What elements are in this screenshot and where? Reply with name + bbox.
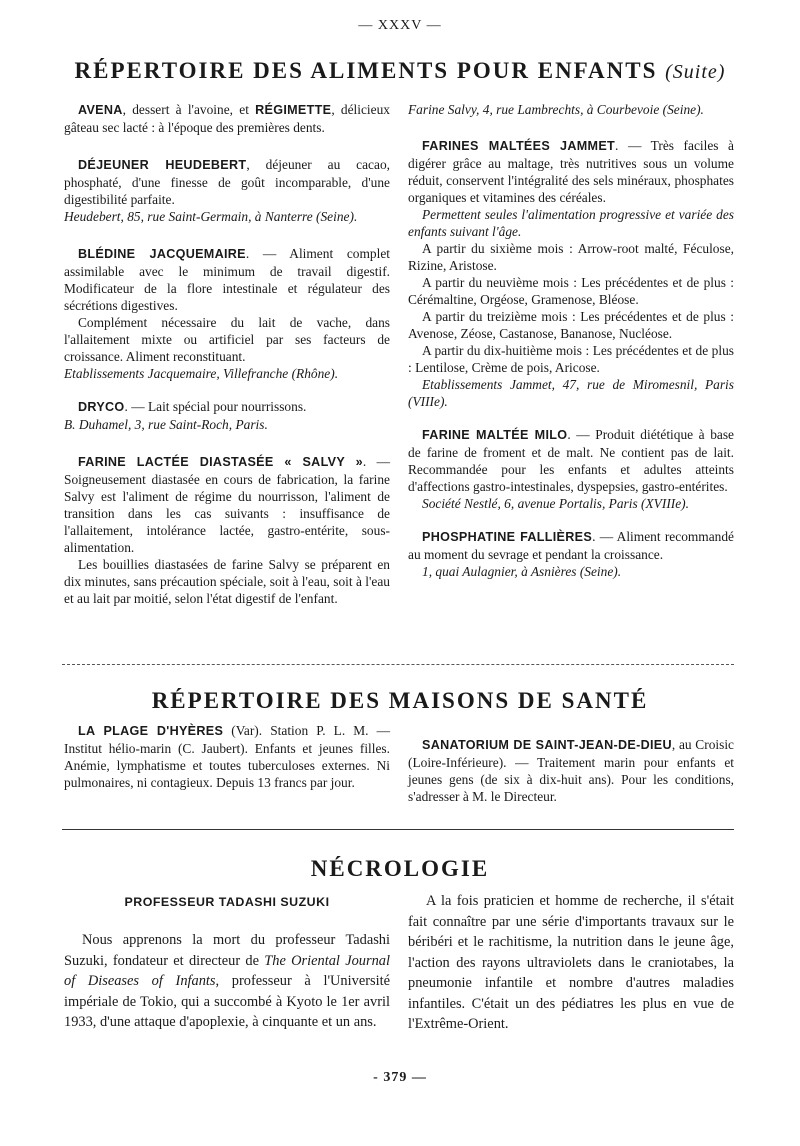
- entry-head: DÉJEUNER HEUDEBERT: [78, 158, 247, 172]
- maisons-left-column: [64, 722, 390, 791]
- page-header: — XXXV —: [358, 18, 442, 33]
- entry-plage-hyeres: [64, 722, 390, 791]
- entry-paragraph: Les bouillies diastasées de farine Salvy se préparent en dix minutes, sans précaution spéciale, soit à l'eau, soit à l'eau et au lait par moitié, selon l'état digestif de l'enfant.: [64, 557, 390, 606]
- entry-salvy: [64, 453, 390, 607]
- entry-paragraph: A partir du sixième mois : Arrow-root malté, Féculose, Rizine, Aristose.: [408, 241, 734, 273]
- section-divider: [62, 664, 734, 665]
- maisons-right-column: [408, 736, 734, 805]
- obituary-text: A la fois praticien et homme de recherche, il s'était fait connaître par une série d'importants travaux sur le béribéri et le rachitisme, la nutrition dans le jeune âge, l'action des rayons ultraviolets dans le craniotabes, la pneumonie infantile et nombre d'autres maladies infantiles. C'était un des pédiatres les plus en vue de l'Extrême-Orient.: [408, 893, 734, 1032]
- entry-text: , au Croisic (Loire-Inférieure). — Traitement marin pour enfants et jeunes gens (de six à dix-huit ans). Pour les conditions, s'adresser à M. le Directeur.: [408, 737, 734, 804]
- entry-address: Société Nestlé, 6, avenue Portalis, Paris (XVIIIe).: [422, 496, 689, 511]
- entry-text: . — Aliment recommandé au moment du sevrage et pendant la croissance.: [408, 529, 734, 562]
- entry-text: . — Lait spécial pour nourrissons.: [124, 399, 307, 414]
- entry-head: DRYCO: [78, 400, 125, 414]
- entry-text: . — Aliment complet assimilable avec le minimum de travail digestif. Modificateur de la flore intestinale et régulateur des sécrétions digestives.: [64, 246, 390, 313]
- entry-heudebert: [64, 156, 390, 225]
- entry-head: SANATORIUM DE SAINT-JEAN-DE-DIEU: [422, 738, 672, 752]
- entry-paragraph: A partir du neuvième mois : Les précédentes et de plus : Cérémaltine, Orgéose, Gramenose, Bléose.: [408, 275, 734, 307]
- entry-address: B. Duhamel, 3, rue Saint-Roch, Paris.: [64, 417, 268, 432]
- entry-head: RÉGIMETTE: [255, 103, 332, 117]
- journal-title: The Oriental Journal of Diseases of Infants: [64, 952, 390, 989]
- entry-text: , délicieux gâteau sec lacté : à l'époque des premières dents.: [64, 102, 390, 135]
- entry-address: 1, quai Aulagnier, à Asnières (Seine).: [422, 564, 622, 579]
- section-divider: [62, 829, 734, 830]
- entry-jammet: [408, 137, 734, 410]
- entry-head: BLÉDINE JACQUEMAIRE: [78, 247, 246, 261]
- entry-italic-note: Permettent seules l'alimentation progressive et variée des enfants suivant l'âge.: [408, 207, 734, 239]
- entry-head: AVENA: [78, 103, 123, 117]
- entry-head: FARINE LACTÉE DIASTASÉE « SALVY »: [78, 455, 363, 469]
- entry-dryco: [64, 398, 390, 433]
- aliments-left-column: [64, 101, 390, 607]
- obituary-text: Nous apprenons la mort du professeur Tadashi Suzuki, fondateur et directeur de: [64, 932, 390, 969]
- obituary-right-column: [408, 891, 734, 1035]
- section-title-maisons: RÉPERTOIRE DES MAISONS DE SANTÉ: [151, 688, 649, 713]
- obituary-text: , professeur à l'Université impériale de Tokio, qui a succombé à Kyoto le 1er avril 1933, d'une attaque d'apoplexie, à cinquante et un ans.: [64, 973, 390, 1030]
- section-title-aliments: [0, 58, 800, 84]
- entry-head: LA PLAGE D'HYÈRES: [78, 724, 224, 738]
- entry-text: . — Soigneusement diastasée en cours de fabrication, la farine Salvy est l'aliment de régime du nourrisson, l'aliment de transition dans les cas suivants : insuffisance de l'allaitement, intolérance lactée, gastro-entérite, sous-alimentation.: [64, 454, 390, 555]
- entry-avena: [64, 101, 390, 136]
- entry-paragraph: A partir du treizième mois : Les précédentes et de plus : Avenose, Zéose, Castanose, Bananose, Nucléose.: [408, 309, 734, 341]
- entry-paragraph: Complément nécessaire du lait de vache, dans l'allaitement mixte ou artificiel par ses facteurs de croissance. Aliment reconstituant.: [64, 315, 390, 364]
- entry-text: , déjeuner au cacao, phosphaté, d'une finesse de goût incomparable, d'une digestibilité parfaite.: [64, 157, 390, 207]
- entry-sanatorium: [408, 736, 734, 805]
- entry-head: FARINE MALTÉE MILO: [422, 428, 568, 442]
- entry-bledine: [64, 245, 390, 382]
- entry-text: (Var). Station P. L. M. — Institut hélio-marin (C. Jaubert). Enfants et jeunes filles. Anémie, lymphatisme et toutes tuberculoses externes. Ni pulmonaires, ni contagieux. Depuis 13 francs par jour.: [64, 723, 390, 790]
- section-title-aliments-text: RÉPERTOIRE DES ALIMENTS POUR ENFANTS: [74, 58, 658, 83]
- obituary-name: PROFESSEUR TADASHI SUZUKI: [124, 895, 330, 909]
- section-title-suite: (Suite): [665, 61, 726, 83]
- entry-paragraph: A partir du dix-huitième mois : Les précédentes et de plus : Lentilose, Crème de pois, Aricose.: [408, 343, 734, 375]
- entry-milo: [408, 426, 734, 512]
- entry-text: . — Produit diététique à base de farine de froment et de malt. Ne contient pas de lait. Recommandée pour les enfants et adultes atteints d'affections gastro-intestinales, dyspepsies, gastro-entérites.: [408, 427, 734, 494]
- entry-head: FARINES MALTÉES JAMMET: [422, 139, 616, 153]
- entry-address: Etablissements Jacquemaire, Villefranche (Rhône).: [64, 366, 339, 381]
- section-title-necrologie: NÉCROLOGIE: [310, 856, 490, 881]
- entry-phosphatine: [408, 528, 734, 580]
- salvy-address: Farine Salvy, 4, rue Lambrechts, à Courbevoie (Seine).: [408, 102, 704, 117]
- entry-address: Etablissements Jammet, 47, rue de Miromesnil, Paris (VIIIe).: [408, 377, 734, 409]
- obituary-left-column: [64, 930, 390, 1033]
- page-number: - 379 —: [373, 1070, 427, 1085]
- entry-text: , dessert à l'avoine, et: [122, 102, 256, 117]
- entry-address: Heudebert, 85, rue Saint-Germain, à Nanterre (Seine).: [64, 209, 358, 224]
- aliments-right-column: [408, 101, 734, 580]
- entry-head: PHOSPHATINE FALLIÈRES: [422, 530, 593, 544]
- entry-text: . — Très faciles à digérer grâce au maltage, très nutritives sous un volume réduit, conservent l'intégralité des sels minéraux, phosphates organiques et vitamines des céréales.: [408, 138, 734, 205]
